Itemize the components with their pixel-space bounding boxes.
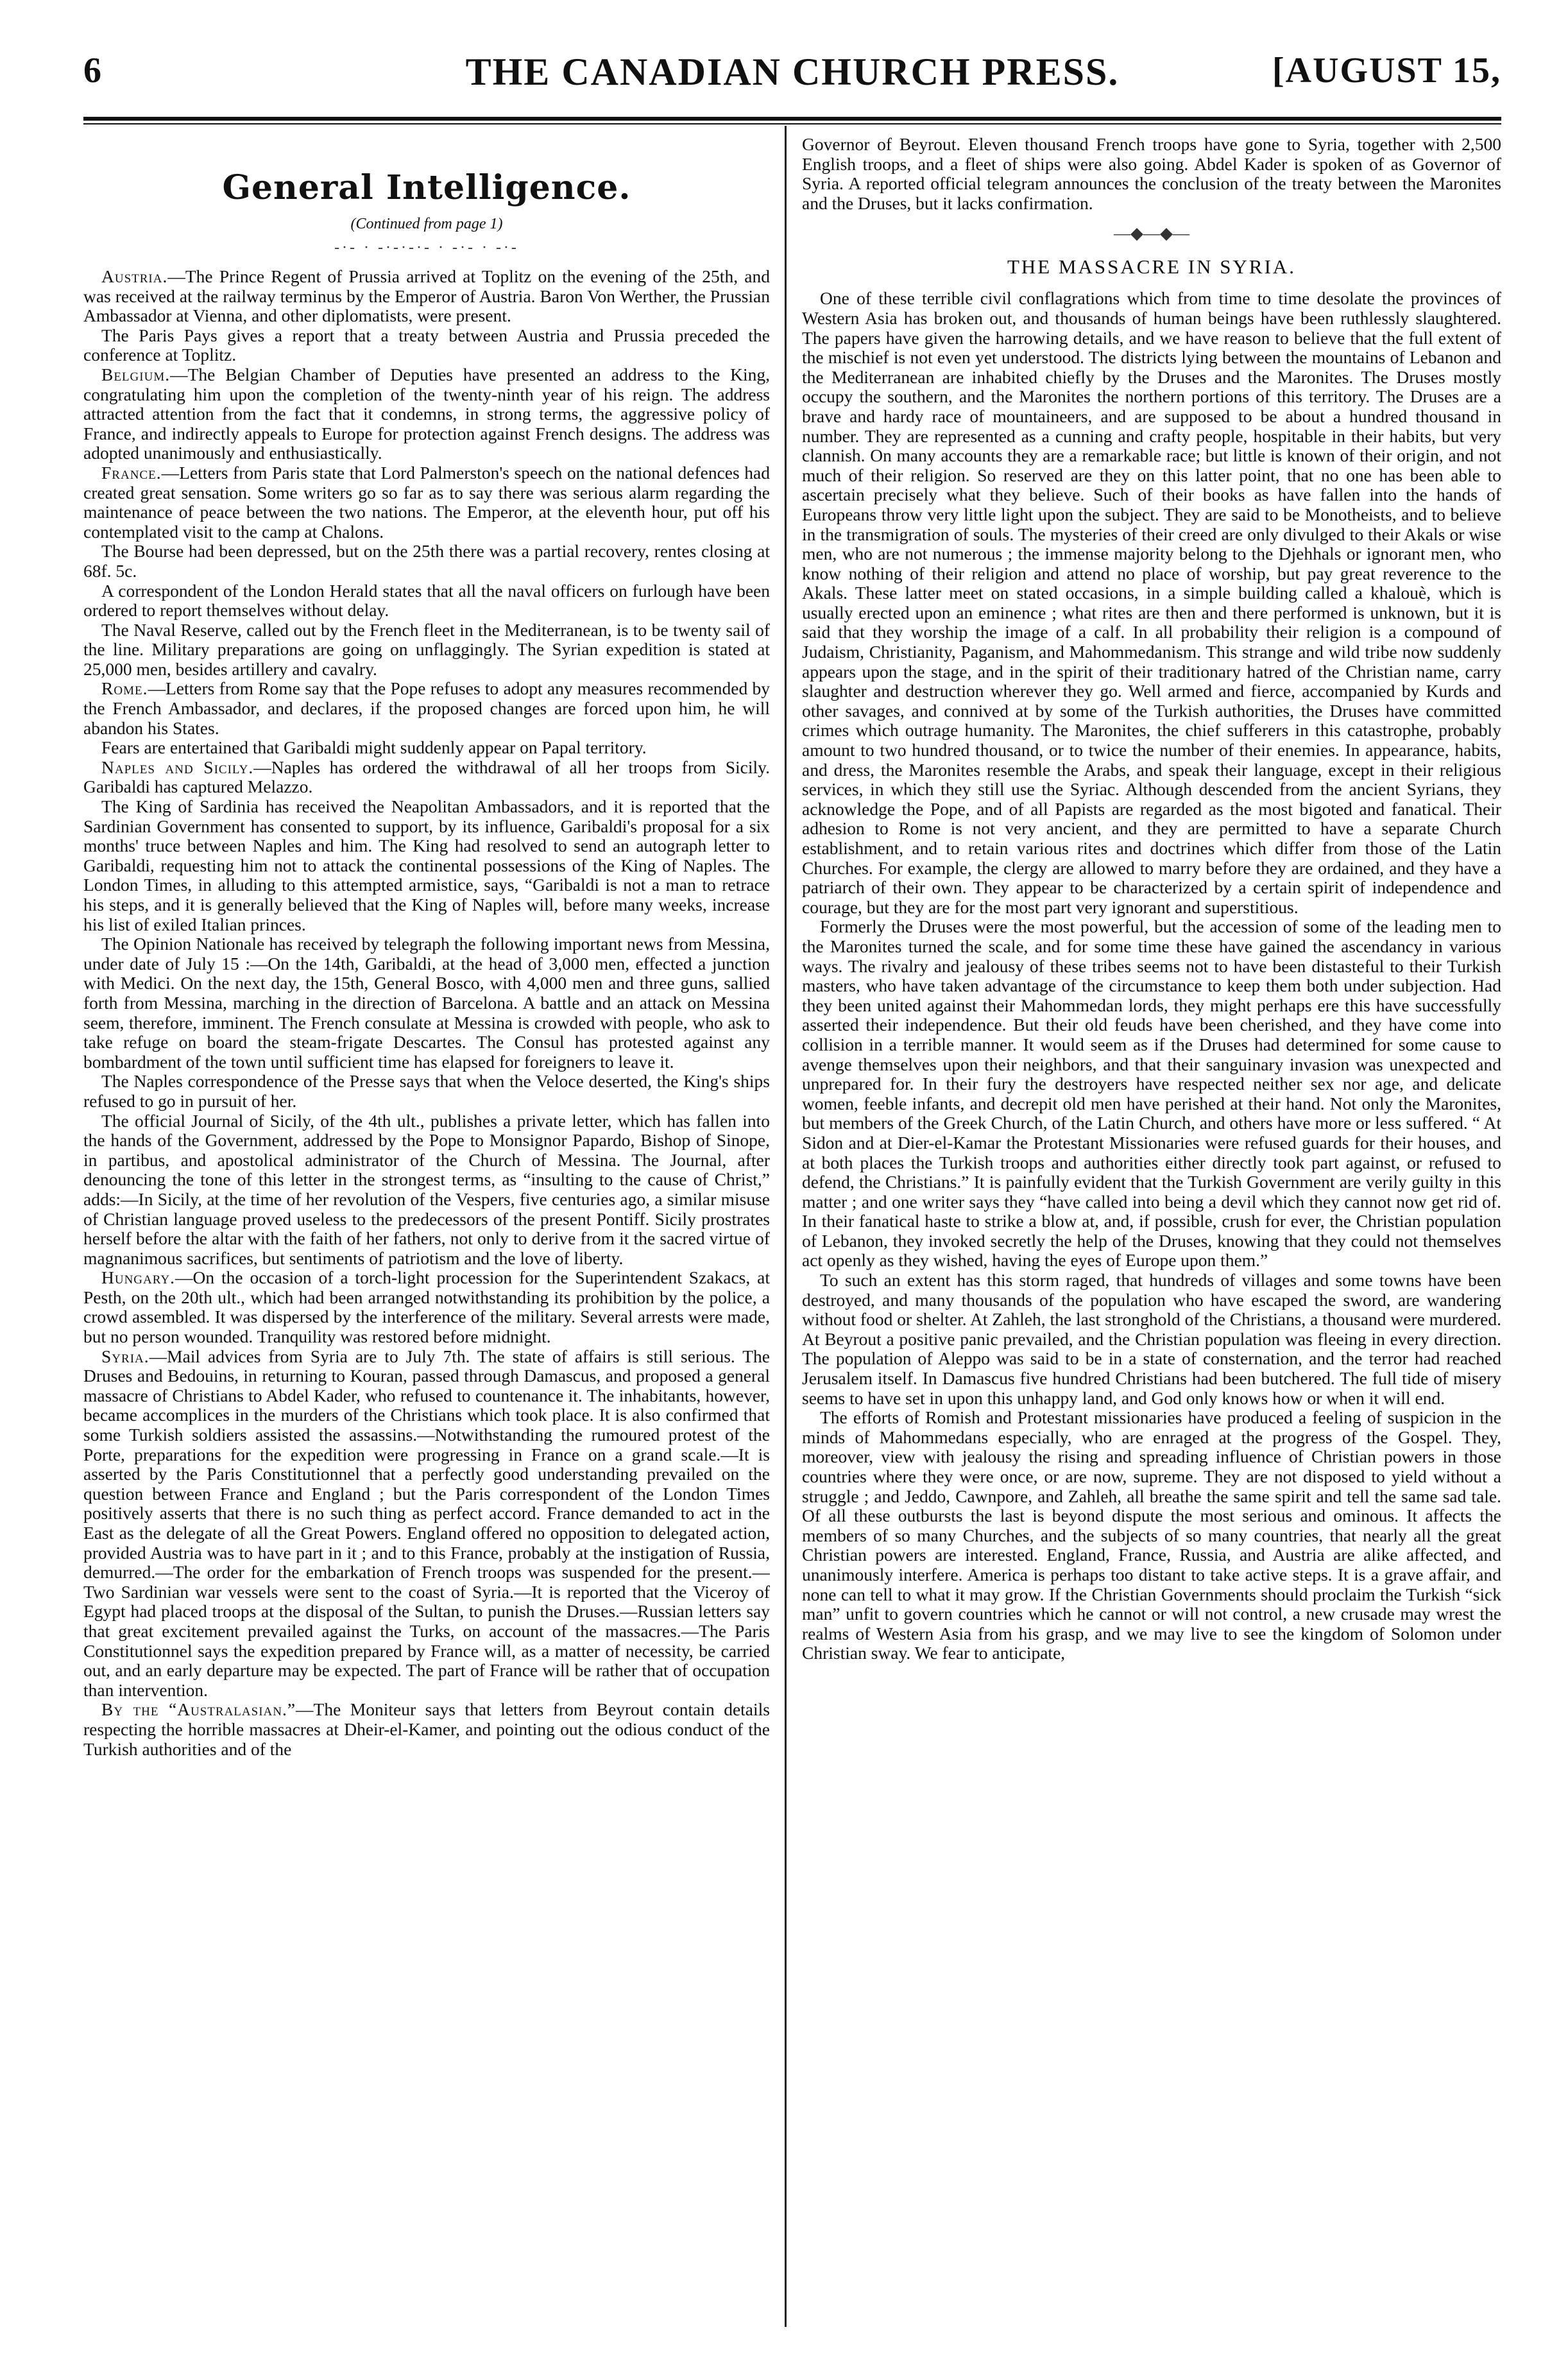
news-item-lead: Rome.	[101, 678, 148, 699]
news-item-text: The Bourse had been depressed, but on the 25th there was a partial recovery, rentes closing at 68f. 5c.	[83, 541, 770, 581]
news-items	[83, 267, 770, 1759]
continued-note: (Continued from page 1)	[350, 216, 503, 232]
news-item-text: —The Belgian Chamber of Deputies have presented an address to the King, congratulating him upon the completion of the twenty-ninth year of his reign. The address attracted attention from the fact that it condemns, in strong terms, the aggressive policy of France, and indirectly appeals to Europe for protection against French designs. The address was adopted unanimously and enthusiastically.	[83, 364, 770, 463]
news-item	[83, 581, 770, 621]
news-item-text: —The Prince Regent of Prussia arrived at Toplitz on the evening of the 25th, and was received at the railway terminus by the Emperor of Austria. Baron Von Werther, the Prussian Ambassador at Vienna, and other diplomatists, were present.	[83, 266, 770, 326]
news-item	[83, 758, 770, 797]
article-body	[802, 289, 1501, 1663]
news-item	[83, 463, 770, 542]
news-item	[83, 679, 770, 738]
article-paragraph: The efforts of Romish and Protestant missionaries have produced a feeling of suspicion in the minds of Mahommedans especially, who are enraged at the progress of the Gospel. They, moreover, view with jealousy the rising and spreading influence of Christian powers in those countries where they were once, or are now, supreme. They are not disposed to yield without a struggle ; and Jeddo, Cawnpore, and Zahleh, all breathe the same spirit and tell the same sad tale. Of all these outbursts the last is beyond dispute the most serious and ominous. It affects the members of so many Churches, and the subjects of so many countries, that nearly all the great Christian powers are interested. England, France, Russia, and Austria are alike affected, and unanimously interfere. America is perhaps too distant to take active steps. It is a grave affair, and none can tell to what it may grow. If the Christian Governments should proclaim the Turkish “sick man” unfit to govern countries which he cannot or will not control, a new crusade may wrest the realms of Western Asia from his grasp, and we may live to see the kingdom of Solomon under Christian sway. We fear to anticipate,	[802, 1407, 1501, 1663]
news-item-lead: Hungary.	[101, 1267, 175, 1288]
news-item-text: The Opinion Nationale has received by telegraph the following important news from Messina, under date of July 15 :—On the 14th, Garibaldi, at the head of 3,000 men, effected a junction with Medici. On the next day, the 15th, General Bosco, with 4,000 men and three guns, sallied forth from Messina, marching in the direction of Barcelona. A battle and an attack on Messina seem, therefore, imminent. The French consulate at Messina is crowded with people, who ask to take refuge on board the steam-frigate Descartes. The Consul has protested against any bombardment of the town until sufficient time has elapsed for foreigners to leave it.	[83, 934, 770, 1072]
news-item-text: —Mail advices from Syria are to July 7th. The state of affairs is still serious. The Druses and Bedouins, in returning to Kouran, passed through Damascus, and proposed a general massacre of Christians to Abdel Kader, who refused to countenance it. The inhabitants, however, became accomplices in the murders of the Christians which took place. It is also confirmed that some Turkish soldiers assisted the assassins.—Notwithstanding the rumoured protest of the Porte, preparations for the expedition were progressing in France on a grand scale.—It is asserted by the Paris Constitutionnel that a perfectly good understanding prevailed on the question between France and England ; but the Paris correspondent of the London Times positively asserts that there is no such thing as perfect accord. France demanded to act in the East as the delegate of all the Great Powers. England offered no opposition to delegated action, provided Austria was to have part in it ; and to this France, probably at the instigation of Russia, demurred.—The order for the embarkation of French troops was suspended for the present.—Two Sardinian war vessels were sent to the coast of Syria.—It is reported that the Viceroy of Egypt had placed troops at the disposal of the Sultan, to punish the Druses.—Russian letters say that great excitement prevailed against the Turks, on account of the massacres.—The Paris Constitutionnel says the expedition prepared by France will, as a matter of necessity, be carried out, and an early departure may be expected. The part of France will be rather that of occupation than intervention.	[83, 1346, 770, 1700]
left-column	[83, 135, 770, 2329]
news-item-text: —Naples has ordered the withdrawal of all her troops from Sicily. Garibaldi has captured Melazzo.	[83, 757, 770, 797]
right-column	[802, 135, 1501, 2329]
news-item	[83, 1072, 770, 1111]
news-item	[83, 1700, 770, 1759]
news-item	[83, 934, 770, 1072]
news-item-text: The Naval Reserve, called out by the French fleet in the Mediterranean, is to be twenty sail of the line. Military preparations are going on unflaggingly. The Syrian expedition is stated at 25,000 men, besides artillery and cavalry.	[83, 619, 770, 679]
ornament-divider-2: —◆—◆—	[1114, 224, 1189, 243]
news-item	[83, 267, 770, 326]
news-item	[83, 542, 770, 581]
column-divider	[785, 126, 787, 2327]
news-item	[83, 1347, 770, 1701]
news-item-text: —Letters from Paris state that Lord Palmerston's speech on the national defences had created great sensation. Some writers go so far as to say there was serious alarm regarding the maintenance of peace between the two nations. The Emperor, at the eleventh hour, put off his contemplated visit to the camp at Chalons.	[83, 462, 770, 542]
news-item-text: —Letters from Rome say that the Pope refuses to adopt any measures recommended by the French Ambassador, and declares, if the proposed changes are forced upon him, he will abandon his States.	[83, 678, 770, 738]
news-item	[83, 738, 770, 758]
news-item-lead: France.	[101, 462, 162, 483]
news-item	[83, 797, 770, 934]
news-item-text: A correspondent of the London Herald states that all the naval officers on furlough have been ordered to report themselves without delay.	[83, 580, 770, 621]
news-item-lead: By the “Australasian.”	[101, 1699, 296, 1720]
news-item-text: The official Journal of Sicily, of the 4th ult., publishes a private letter, which has fallen into the hands of the Government, addressed by the Pope to Monsignor Papardo, Bishop of Sinope, in partibus, and apostolical administrator of the Church of Messina. The Journal, after denouncing the tone of this letter in the strongest terms, as “insulting to the cause of Christ,” adds:—In Sicily, at the time of her revolution of the Vespers, five centuries ago, a similar misuse of Christian language proved useless to the predecessors of the present Pontiff. Sicily prostrates herself before the altar with the faith of her fathers, not only to derive from it the sacred virtue of magnanimous sacrifices, but sentiments of patriotism and the love of liberty.	[83, 1110, 770, 1268]
news-item-lead: Austria.	[101, 266, 168, 286]
section-title: General Intelligence.	[222, 168, 631, 207]
masthead-rule-thick	[83, 117, 1501, 121]
news-item	[83, 1111, 770, 1269]
article-headline: THE MASSACRE IN SYRIA.	[1007, 255, 1297, 279]
publication-title: THE CANADIAN CHURCH PRESS.	[465, 51, 1120, 93]
masthead-rule-thin	[83, 123, 1501, 124]
ornament-divider: -·- · -·-·-·- · -·- · -·-	[334, 239, 519, 256]
news-item-text: The Paris Pays gives a report that a treaty between Austria and Prussia preceded the conference at Toplitz.	[83, 325, 770, 365]
news-item	[83, 365, 770, 463]
continued-paragraph: Governor of Beyrout. Eleven thousand French troops have gone to Syria, together with 2,500 English troops, and a fleet of ships were also going. Abdel Kader is spoken of as Governor of Syria. A reported official telegram announces the conclusion of the treaty between the Maronites and the Druses, but it lacks confirmation.	[802, 135, 1501, 213]
news-item-lead: Belgium.	[101, 364, 171, 384]
news-item-lead: Syria.	[101, 1346, 149, 1366]
news-item-text: The King of Sardinia has received the Neapolitan Ambassadors, and it is reported that the Sardinian Government has consented to support, by its influence, Garibaldi's proposal for a six months' truce between Naples and him. The King had resolved to send an autograph letter to Garibaldi, requesting him not to attack the continental possessions of the King of Naples. The London Times, in alluding to this attempted armistice, says, “Garibaldi is not a man to retrace his steps, and it is generally believed that the King of Naples will, before many weeks, increase his list of exiled Italian princes.	[83, 796, 770, 934]
news-item-text: Fears are entertained that Garibaldi might suddenly appear on Papal territory.	[101, 737, 647, 758]
news-item-text: —The Moniteur says that letters from Beyrout contain details respecting the horrible massacres at Dheir-el-Kamer, and pointing out the odious conduct of the Turkish authorities and of the	[83, 1699, 770, 1759]
news-item-lead: Naples and Sicily.	[101, 757, 254, 777]
issue-date: [AUGUST 15,	[1272, 51, 1501, 90]
article-paragraph: To such an extent has this storm raged, that hundreds of villages and some towns have been destroyed, and many thousands of the population who have escaped the sword, are wandering without food or shelter. At Zahleh, the last stronghold of the Christians, a thousand were murdered. At Beyrout a positive panic prevailed, and the Christian population was fleeing in every direction. The population of Aleppo was said to be in a state of consternation, and the terror had reached Jerusalem itself. In Damascus five hundred Christians had been butchered. The full tide of misery seems to have set in upon this unhappy land, and God only knows how or when it will end.	[802, 1270, 1501, 1408]
news-item	[83, 326, 770, 365]
page-number: 6	[83, 51, 101, 90]
news-item-text: The Naples correspondence of the Presse says that when the Veloce deserted, the King's ships refused to go in pursuit of her.	[83, 1071, 770, 1111]
masthead	[83, 45, 1501, 96]
article-paragraph: Formerly the Druses were the most powerful, but the accession of some of the leading men to the Maronites turned the scale, and for some time these have gained the ascendancy in various ways. The rivalry and jealousy of these tribes seems not to have been distasteful to their Turkish masters, who have taken advantage of the circumstance to keep them both under subjection. Had they been united against their Mahommedan lords, they might perhaps ere this have successfully asserted their independence. But their old feuds have been cherished, and they have come into collision in a terrible manner. It would seem as if the Druses had determined for some cause to avenge themselves upon their neighbors, and that their sanguinary invasion was unexpected and unprepared for. In their fury the destroyers have respected neither sex nor age, and delicate women, feeble infants, and decrepit old men have perished at their hand. Not only the Maronites, but members of the Greek Church, of the Latin Church, and others have more or less suffered. “ At Sidon and at Dier-el-Kamar the Protestant Missionaries were refused guards for their houses, and at both places the Turkish troops and authorities either directly took part against, or refused to defend, the Christians.” It is painfully evident that the Turkish Government are verily guilty in this matter ; and one writer says they “have called into being a devil which they cannot now get rid of. In their fanatical haste to strike a blow at, and, if possible, crush for ever, the Christian population of Lebanon, they invoked secretly the help of the Druses, knowing that they could not themselves act openly as they wished, having the eyes of Europe upon them.”	[802, 916, 1501, 1271]
news-item	[83, 1268, 770, 1346]
article-paragraph: One of these terrible civil conflagrations which from time to time desolate the provinces of Western Asia has broken out, and thousands of human beings have been ruthlessly slaughtered. The papers have given the harrowing details, and we have reason to believe that the full extent of the mischief is not even yet understood. The districts lying between the mountains of Lebanon and the Mediterranean are inhabited chiefly by the Druses and the Maronites. The Druses mostly occupy the southern, and the Maronites the northern portions of this territory. The Druses are a brave and hardy race of mountaineers, and are supposed to be about a hundred thousand in number. They are represented as a cunning and crafty people, hospitable in their habits, but very clannish. On many accounts they are a remarkable race; but little is known of their origin, and not much of their religion. So reserved are they on this latter point, that no one has been able to ascertain precisely what they believe. Such of their books as have fallen into the hands of Europeans throw very little light upon the subject. They are said to be Monotheists, and to believe in the transmigration of souls. The mysteries of their creed are only divulged to their Akals or wise men, who are not numerous ; the immense majority belong to the Djehhals or ignorant men, who know nothing of their religion and attend no place of worship, but pay great reverence to the Akals. These latter meet on stated occasions, in a simple building called a khalouè, which is usually erected upon an eminence ; what rites are then and there performed is unknown, but it is said that they worship the image of a calf. In all probability their religion is a compound of Judaism, Christianity, Paganism, and Mahommedanism. This strange and wild tribe now suddenly appears upon the stage, and in the spirit of their traditionary hatred of the Christian name, carry slaughter and destruction wherever they go. Well armed and fierce, accompanied by Kurds and other savages, and connived at by some of the Turkish authorities, the Druses have committed crimes which outrage humanity. The Maronites, the chief sufferers in this catastrophe, probably amount to two hundred thousand, or to twice the number of their enemies. In appearance, habits, and dress, the Maronites resemble the Arabs, and speak their language, except in their religious services, in which they still use the Syriac. Although descended from the ancient Syrians, they acknowledge the Pope, and of all Papists are regarded as the most bigoted and fanatical. Their adhesion to Rome is not very ancient, and they are permitted to have a separate Church establishment, and to retain various rites and doctrines which differ from those of the Latin Churches. For example, the clergy are allowed to marry before they are ordained, and they have a patriarch of their own. They appear to be characterized by a certain spirit of independence and courage, but they are for the most part very ignorant and superstitious.	[802, 288, 1501, 917]
news-item	[83, 621, 770, 680]
news-item-text: —On the occasion of a torch-light procession for the Superintendent Szakacs, at Pesth, on the 20th ult., which had been arranged notwithstanding its prohibition by the police, a crowd assembled. It was dispersed by the interference of the military. Several arrests were made, but no person wounded. Tranquility was restored before midnight.	[83, 1267, 770, 1347]
